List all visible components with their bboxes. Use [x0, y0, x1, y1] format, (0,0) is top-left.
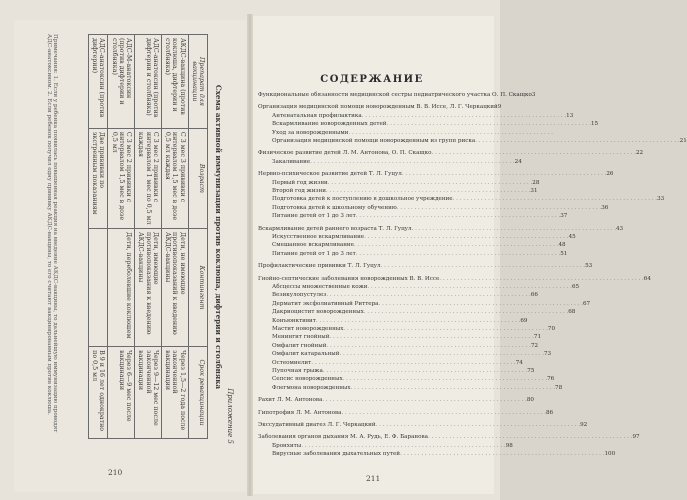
table-cell: С 3 мес 2 прививки с интервалом 1,5 мес в дозе 0,5 мл — [108, 128, 135, 228]
toc-entry-title: Первый год жизни — [272, 179, 328, 186]
toc-entry-title: Флегмона новорожденных — [272, 384, 351, 391]
left-page-number: 210 — [108, 468, 123, 477]
toc-entry-title: Организация медицинской помощи новорожденным В. В. Иссе, Л. Г. Черкацкий — [258, 104, 498, 111]
toc-subentry — [258, 234, 576, 241]
column-header: Контингент — [188, 229, 207, 347]
toc-subentry — [258, 309, 576, 316]
toc-entry-title: Конъюнктивит — [272, 317, 316, 324]
toc-leader-dots — [362, 113, 566, 120]
column-header: Препарат для вакцинации — [188, 35, 207, 129]
toc-page-number: 53 — [585, 263, 593, 270]
toc-subentry — [258, 121, 599, 128]
table-row — [135, 35, 162, 439]
toc-leader-dots — [400, 451, 604, 458]
toc-subentry — [258, 359, 523, 367]
toc-page-number: 92 — [580, 422, 588, 428]
toc-leader-dots — [322, 397, 526, 404]
toc-entry — [258, 171, 614, 178]
toc-entry-title: Вскармливание новорожденных детей — [272, 121, 387, 128]
toc-leader-dots — [311, 360, 515, 367]
toc-entry — [258, 409, 554, 417]
table-notes: Примечания: 1. Если у ребенка появилась повышенная реакция на введение АКДС-вакцины, то дальнейшую иммунизацию проводят АДС-анатоксином. 2. Если ребенок получил одну прививку АКДС-вакцины, то его считают вакцинированным против коклюша. — [45, 34, 58, 433]
toc-subentry — [258, 196, 665, 203]
toc-leader-dots — [453, 196, 657, 203]
toc-page-number: 26 — [606, 171, 614, 178]
toc-entry-title: Закаливание — [272, 158, 311, 165]
column-header: Возраст — [188, 128, 207, 228]
toc-entry-title: Функциональные обязанности медицинской сестры педиатрического участка О. П. Скащко — [258, 92, 532, 98]
toc-page-number: 13 — [566, 112, 574, 119]
toc-page-number: 86 — [545, 409, 554, 416]
toc-leader-dots — [439, 276, 643, 283]
toc-leader-dots — [397, 205, 601, 212]
toc-entry — [258, 422, 588, 429]
toc-entry-title: Гнойно-септические заболевания новорожденных В. В. Иссе — [258, 275, 440, 282]
toc-leader-dots — [387, 121, 591, 128]
toc-leader-dots — [340, 351, 544, 358]
right-page-number: 211 — [366, 474, 381, 483]
toc-entry — [258, 397, 534, 404]
toc-page-number: 64 — [643, 275, 651, 282]
toc-leader-dots — [310, 159, 514, 166]
toc-leader-dots — [342, 410, 546, 417]
toc-page-number: 33 — [657, 196, 665, 203]
toc-leader-dots — [475, 138, 679, 145]
toc-leader-dots — [402, 171, 606, 178]
table-cell: Через 9—12 мес после законченной вакцинации — [135, 347, 162, 439]
toc-leader-dots — [343, 376, 547, 383]
toc-title: СОДЕРЖАНИЕ — [320, 74, 424, 85]
toc-subentry — [258, 384, 563, 392]
toc-entry-title: Вирусные заболевания дыхательных путей — [272, 451, 401, 458]
toc-leader-dots — [379, 301, 583, 308]
toc-subentry — [258, 130, 498, 137]
toc-subentry — [258, 342, 539, 350]
toc-entry — [258, 104, 502, 111]
toc-entry-title: Искусственное вскармливание — [272, 234, 365, 240]
toc-leader-dots — [323, 368, 527, 375]
table-cell: Через 1,5—2 года после законченной вакцинации — [161, 347, 188, 439]
table-row — [88, 35, 107, 439]
table-cell: Дети, имеющие противопоказания к введению АКДС-вакцины — [135, 229, 162, 347]
toc-leader-dots — [326, 343, 530, 350]
toc-leader-dots — [328, 180, 532, 187]
table-cell: Дети, переболевшие коклюшем — [108, 229, 135, 347]
table-cell: АДС-анатоксин (против дифтерии и столбняка) — [135, 35, 162, 129]
toc-leader-dots — [301, 443, 505, 450]
toc-page-number: 75 — [527, 368, 535, 374]
toc-subentry — [258, 204, 609, 212]
toc-entry-title: Везикулопустулез — [272, 292, 327, 299]
toc-subentry — [258, 351, 552, 358]
toc-subentry — [258, 292, 538, 299]
toc-entry-title: Бронхиты — [272, 442, 302, 449]
toc-entry-title: Нервно-психическое развитие детей Т. Л. Гуцул — [258, 171, 402, 178]
toc-page-number: 22 — [635, 150, 644, 157]
toc-entry-title: Антенатальная профилактика — [272, 112, 362, 119]
column-header: Срок ревакцинации — [188, 347, 207, 439]
toc-leader-dots — [364, 309, 568, 316]
toc-entry-title: Гипотрофия Л. М. Антонова — [258, 409, 342, 416]
toc-page-number: 97 — [632, 434, 640, 441]
toc-entry — [258, 263, 593, 270]
table-title: Схема активной иммунизации против коклюша, дифтерии и столбняка — [214, 84, 223, 390]
toc-page-number: 70 — [547, 326, 556, 332]
toc-entry-title: Дакриоцистит новорожденных — [272, 309, 364, 316]
toc-entry-title: Уход за новорожденными — [272, 129, 349, 136]
toc-entry-title: Организация медицинской помощи новорожденным из групп риска — [272, 138, 476, 144]
toc-entry — [258, 434, 640, 441]
toc-entry-title: Экссудативный диатез Л. Г. Черкацкий — [258, 422, 376, 428]
toc-subentry — [258, 442, 513, 450]
toc-page-number: 72 — [530, 342, 539, 349]
toc-entry — [258, 150, 644, 157]
toc-subentry — [258, 112, 574, 120]
rotated-table-block — [14, 24, 236, 450]
toc-entry — [258, 225, 624, 233]
book-gutter — [247, 14, 253, 496]
toc-page-number: 67 — [583, 300, 591, 307]
toc-page-number: 69 — [520, 317, 528, 324]
toc-entry — [258, 275, 651, 283]
toc-leader-dots — [432, 150, 636, 157]
toc-entry-title: Пупочная грыжа — [272, 368, 323, 374]
toc-subentry — [258, 368, 535, 375]
toc-leader-dots — [326, 188, 530, 195]
table-cell: Две прививки по экстренным показаниям — [88, 128, 107, 228]
table-row — [161, 35, 188, 439]
toc-leader-dots — [381, 263, 585, 270]
table-cell: АКДС-вакцина (против коклюша, дифтерии и столбняка) — [161, 35, 188, 129]
toc-entry-title: Мастит новорожденных — [272, 326, 344, 332]
toc-entry-title: Питание детей от 1 до 3 лет — [272, 250, 356, 257]
toc-page-number: 71 — [533, 334, 542, 341]
toc-subentry — [258, 334, 542, 341]
toc-entry-title: Питание детей от 1 до 3 лет — [272, 213, 356, 220]
table-cell — [88, 229, 107, 347]
toc-page-number: 76 — [547, 376, 555, 383]
toc-entry-title: Абсцессы множественные кожи — [272, 284, 368, 290]
toc-subentry — [258, 317, 528, 325]
toc-entry-title: Омфалит гнойный — [272, 342, 327, 349]
toc-page-number: 51 — [560, 250, 568, 257]
toc-subentry — [258, 326, 556, 333]
toc-page-number: 98 — [505, 442, 513, 449]
toc-entry-title: Рахит Л. М. Антонова — [258, 397, 323, 404]
toc-leader-dots — [356, 251, 560, 258]
table-row — [108, 35, 135, 439]
toc-page-number: 9 — [497, 104, 502, 111]
table-cell: С 3 мес 2 прививки с интервалом 1 мес по 0,5 мл каждая — [135, 128, 162, 228]
toc-subentry — [258, 300, 591, 308]
toc-page-number: 65 — [571, 284, 580, 290]
toc-entry-title: Дерматит эксфолиативный Риттера — [272, 300, 379, 307]
toc-page-number: 3 — [531, 92, 536, 98]
toc-leader-dots — [316, 318, 520, 325]
toc-subentry — [258, 242, 566, 249]
toc-page-number: 68 — [568, 309, 576, 316]
toc-page-number: 78 — [555, 384, 563, 391]
toc-entry-title: Профилактические прививки Т. Л. Гуцул — [258, 263, 381, 270]
toc-page-number: 24 — [514, 158, 522, 165]
table-cell: АДС-М-анатоксин (против дифтерии и столбняка) — [108, 35, 135, 129]
toc-entry-title: Смешанное вскармливание — [272, 242, 354, 249]
appendix-label: Приложение 5 — [226, 388, 234, 444]
toc-subentry — [258, 179, 540, 187]
toc-subentry — [258, 188, 538, 195]
toc-leader-dots — [364, 234, 568, 241]
toc-entry-title: Омфалит катаральный — [272, 351, 340, 358]
toc-subentry — [258, 451, 616, 458]
toc-entry — [258, 92, 536, 99]
toc-leader-dots — [326, 292, 530, 299]
toc-leader-dots — [329, 334, 533, 341]
toc-leader-dots — [412, 226, 616, 233]
toc-leader-dots — [356, 213, 560, 220]
toc-page-number: 80 — [526, 397, 534, 404]
table-cell: Дети, не имеющие противопоказаний к введению АКДС-вакцины — [161, 229, 188, 347]
toc-page-number: 36 — [601, 204, 609, 211]
toc-entry-title: Сепсис новорожденных — [272, 376, 343, 383]
toc-entry-title: Физическое развитие детей Л. М. Антонова, О. П. Скащко — [258, 150, 432, 157]
toc-entry-title: Второй год жизни — [272, 188, 326, 194]
table-cell: Через 6—9 мес после вакцинации — [108, 347, 135, 439]
toc-leader-dots — [354, 242, 558, 249]
toc-page-number: 73 — [543, 351, 552, 358]
toc-page-number: 21 — [679, 138, 687, 144]
toc-entry-title: Подготовка детей к поступлению в дошкольное учреждение — [272, 196, 453, 203]
toc-entry-title: Вскармливание детей раннего возраста Т. Л. Гуцул — [258, 225, 412, 232]
toc-page-number: 74 — [515, 359, 523, 366]
toc-subentry — [258, 138, 687, 145]
toc-entry-title: Менингит гнойный — [272, 334, 330, 341]
toc-subentry — [258, 158, 522, 166]
table-cell: АДС-анатоксин (против дифтерии) — [88, 35, 107, 129]
toc-page-number: 28 — [532, 179, 540, 186]
toc-subentry — [258, 213, 568, 220]
toc-leader-dots — [348, 130, 552, 137]
toc-leader-dots — [376, 422, 580, 429]
toc-page-number: 48 — [558, 242, 566, 249]
toc-entry-title: Заболевания органов дыхания М. А. Рудь, Е. Ф. Баранова — [258, 434, 429, 441]
toc-leader-dots — [351, 385, 555, 392]
toc-leader-dots — [343, 326, 547, 333]
table-cell: В 9 и 16 лет однократно по 0,5 мл — [88, 347, 107, 439]
toc-page-number: 66 — [530, 292, 538, 299]
toc-page-number: 45 — [568, 234, 576, 240]
toc-leader-dots — [367, 284, 571, 291]
toc-subentry — [258, 250, 568, 258]
table-header-row — [188, 35, 207, 439]
toc-entry-title: Остеомиелит — [272, 359, 312, 366]
toc-page-number: 37 — [560, 213, 568, 220]
toc-page-number: 100 — [604, 451, 616, 458]
vaccination-table — [88, 34, 208, 439]
toc-subentry — [258, 376, 555, 383]
toc-entry-title: Подготовка детей к школьному обучению — [272, 204, 397, 211]
table-cell: С 3 мес 3 прививки с интервалом 1,5 мес в дозе 0,5 мл каждая — [161, 128, 188, 228]
toc-subentry — [258, 284, 580, 291]
toc-page-number: 31 — [530, 188, 538, 194]
toc-leader-dots — [428, 434, 632, 441]
toc-page-number: 15 — [591, 121, 599, 128]
toc-page-number: 43 — [616, 225, 624, 232]
